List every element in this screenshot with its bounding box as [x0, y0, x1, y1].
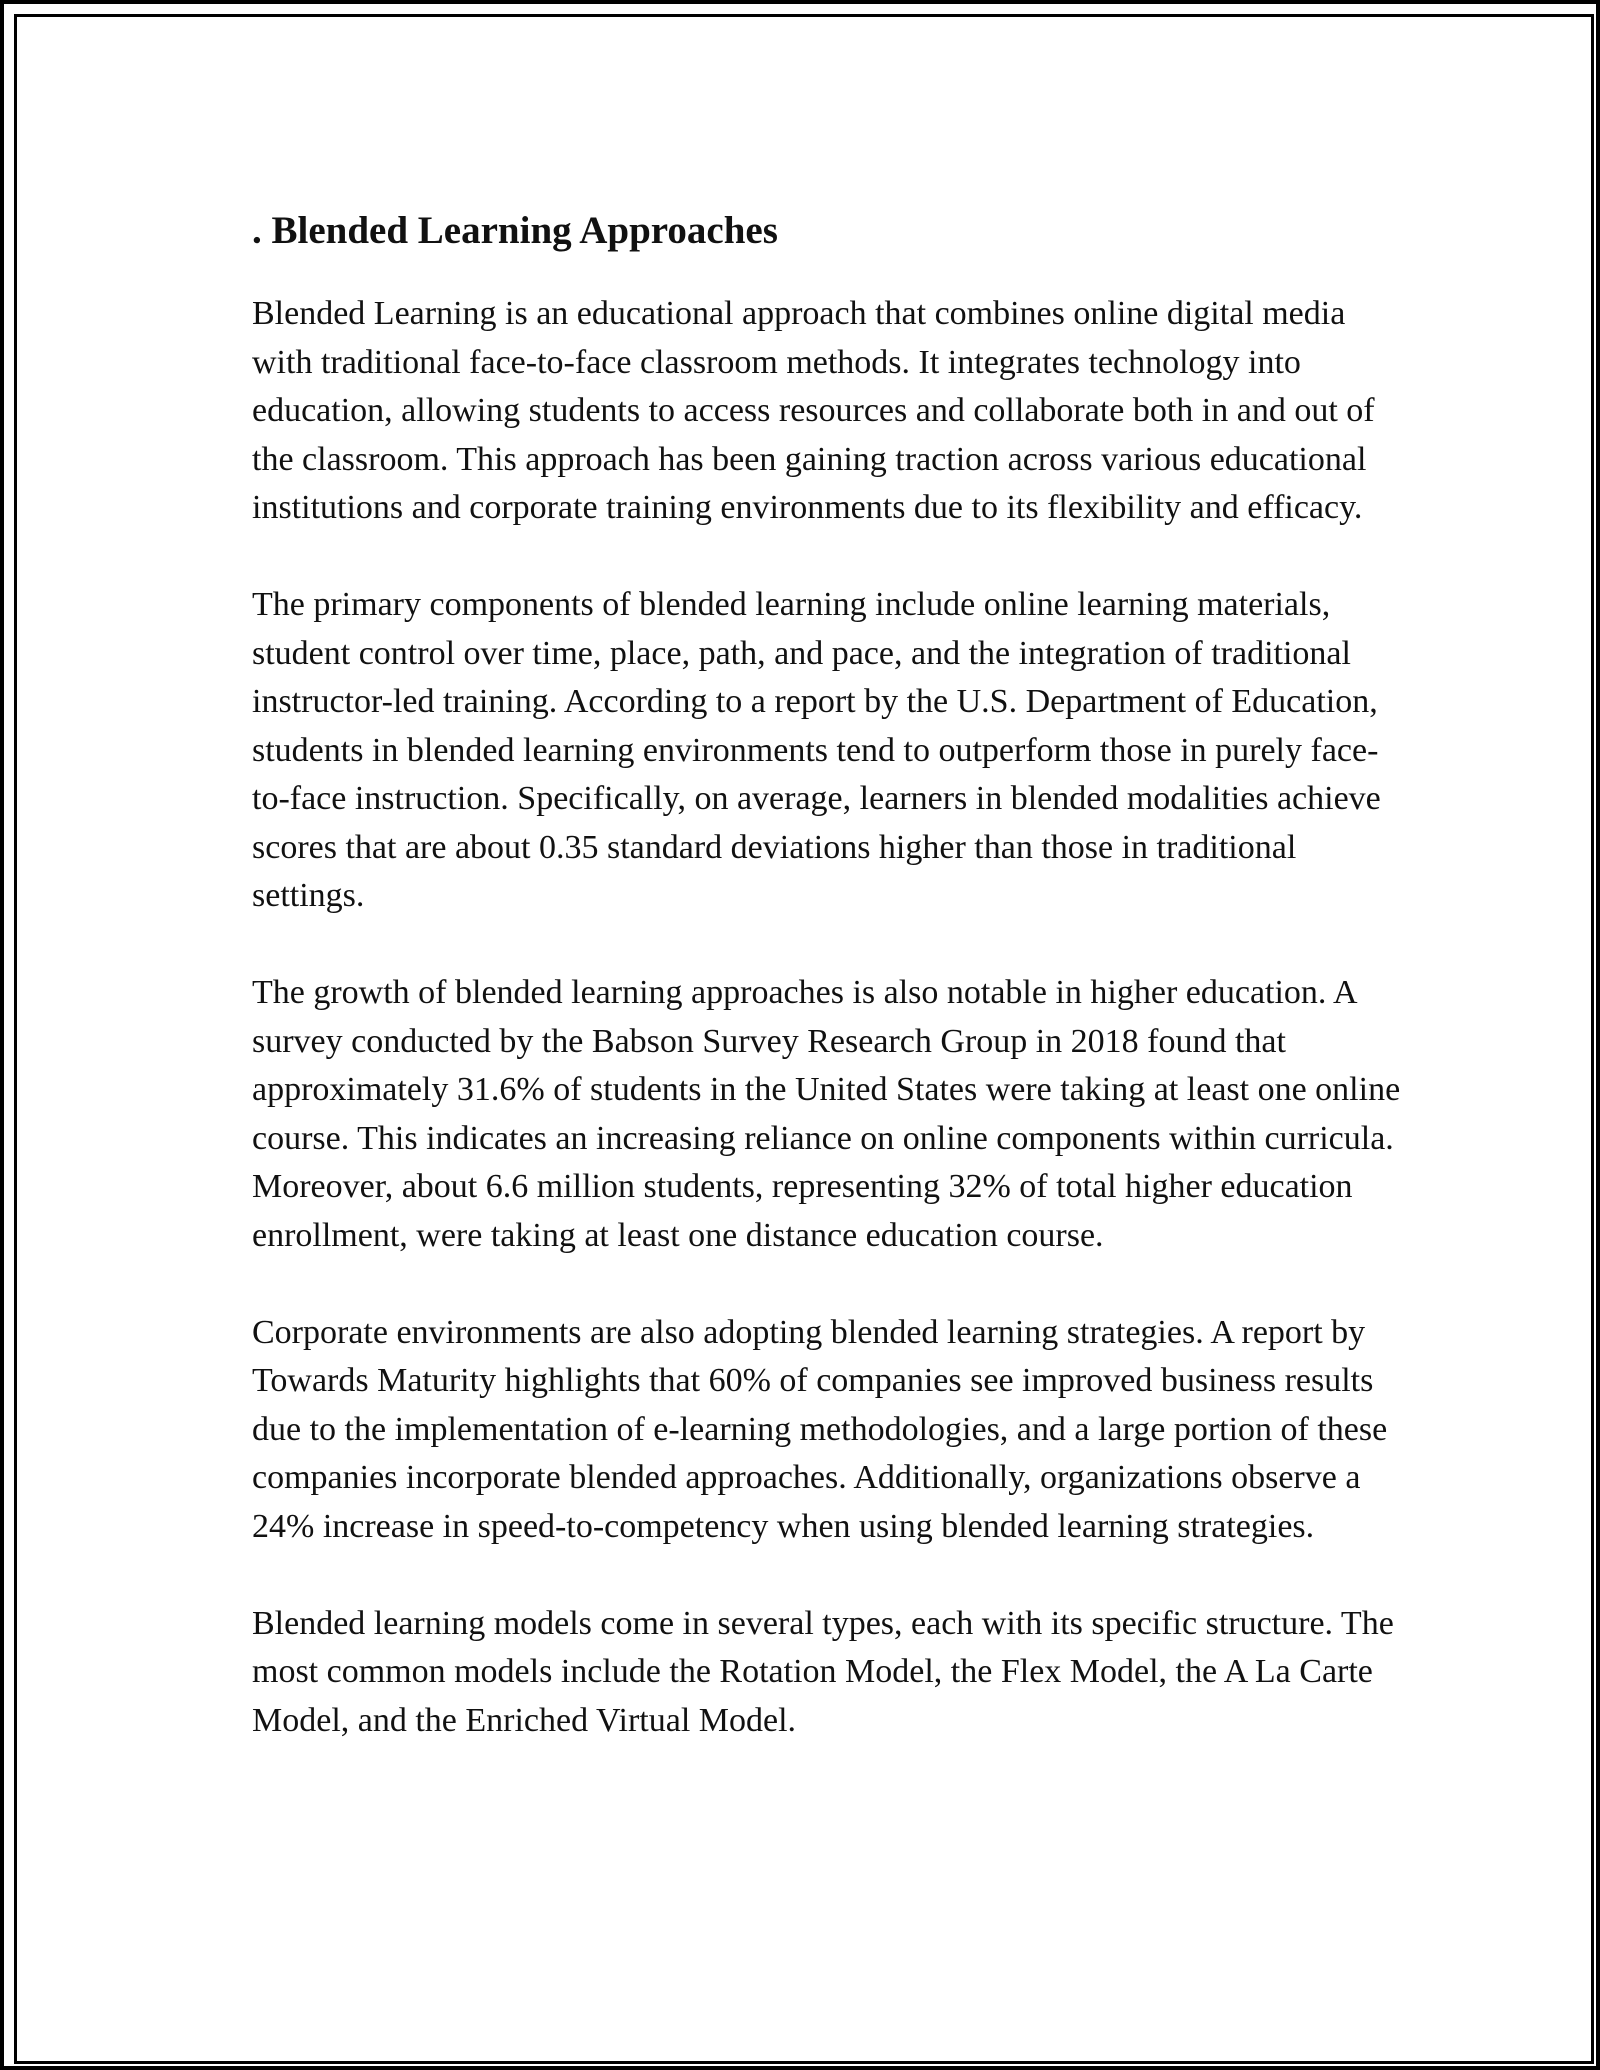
section-heading: . Blended Learning Approaches — [252, 209, 778, 252]
paragraph-blended-learning-definition: Blended Learning is an educational approach that combines online digital media with traditional face-to-face classroom methods. It integrates technology into education, allowing students to access resources and collaborate both in and out of the classroom. This approach has been gaining traction across various educational institutions and corporate training environments due to its flexibility and efficacy. — [252, 295, 1375, 526]
paragraph-corporate-adoption: Corporate environments are also adopting blended learning strategies. A report by Towards Maturity highlights that 60% of companies see improved business results due to the implementation of e-learning methodologies, and a large portion of these companies incorporate blended approaches. Additionally, organizations observe a 24% increase in speed-to-competency when using blended learning strategies. — [252, 1313, 1388, 1545]
document-body — [252, 202, 1402, 1745]
paragraph-blended-learning-models: Blended learning models come in several types, each with its specific structure. The most common models include the Rotation Model, the Flex Model, the A La Carte Model, and the Enriched Virtual Model. — [252, 1604, 1394, 1739]
page-inner-border — [14, 14, 1594, 2064]
paragraph-higher-education-growth: The growth of blended learning approaches is also notable in higher education. A survey conducted by the Babson Survey Research Group in 2018 found that approximately 31.6% of students in the United States were taking at least one online course. This indicates an increasing reliance on online components within curricula. Moreover, about 6.6 million students, representing 32% of total higher education enrollment, were taking at least one distance education course. — [252, 974, 1401, 1254]
paragraph-primary-components: The primary components of blended learning include online learning materials, student control over time, place, path, and pace, and the integration of traditional instructor-led training. According to a report by the U.S. Department of Education, students in blended learning environments tend to outperform those in purely face-to-face instruction. Specifically, on average, learners in blended modalities achieve scores that are about 0.35 standard deviations higher than those in traditional settings. — [252, 586, 1381, 914]
